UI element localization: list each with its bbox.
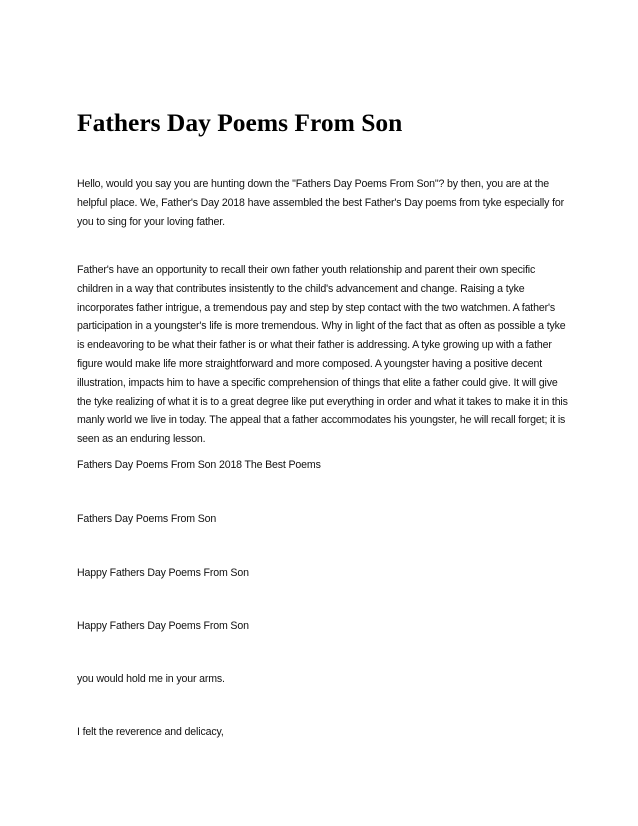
body-paragraph: Father's have an opportunity to recall their own father youth relationship and parent their own specific children in a way that contributes insistently to the child's advancement and change. Raising a tyke incorporates father intrigue, a tremendous pay and step by step contact with the two watchmen. A father's participation in a youngster's life is more tremendous. Why in light of the fact that as often as possible a tyke is endeavoring to be what their father is or what their father is addressing. A tyke growing up with a father figure would make life more straightforward and more composed. A youngster having a positive decent illustration, impacts him to have a specific comprehension of things that elite a father could give. It will give the tyke realizing of what it is to a great degree like put everything in order and what it takes to make it in this manly world we live in today. The appeal that a father accommodates his youngster, he will recall forget; it is seen as an enduring lesson. (77, 264, 568, 446)
poem-line: I felt the reverence and delicacy, (77, 726, 224, 738)
intro-paragraph: Hello, would you say you are hunting down the "Fathers Day Poems From Son"? by then, you are at the helpful place. We, Father's Day 2018 have assembled the best Father's Day poems from tyke especially for you to sing for your loving father. (77, 178, 564, 228)
subheading-line: Happy Fathers Day Poems From Son (77, 567, 249, 579)
subheading-line: Happy Fathers Day Poems From Son (77, 620, 249, 632)
subheading-line: Fathers Day Poems From Son (77, 513, 217, 525)
document-title: Fathers Day Poems From Son (77, 108, 403, 137)
poem-line: you would hold me in your arms. (77, 673, 225, 685)
subheading-line: Fathers Day Poems From Son 2018 The Best Poems (77, 459, 321, 471)
